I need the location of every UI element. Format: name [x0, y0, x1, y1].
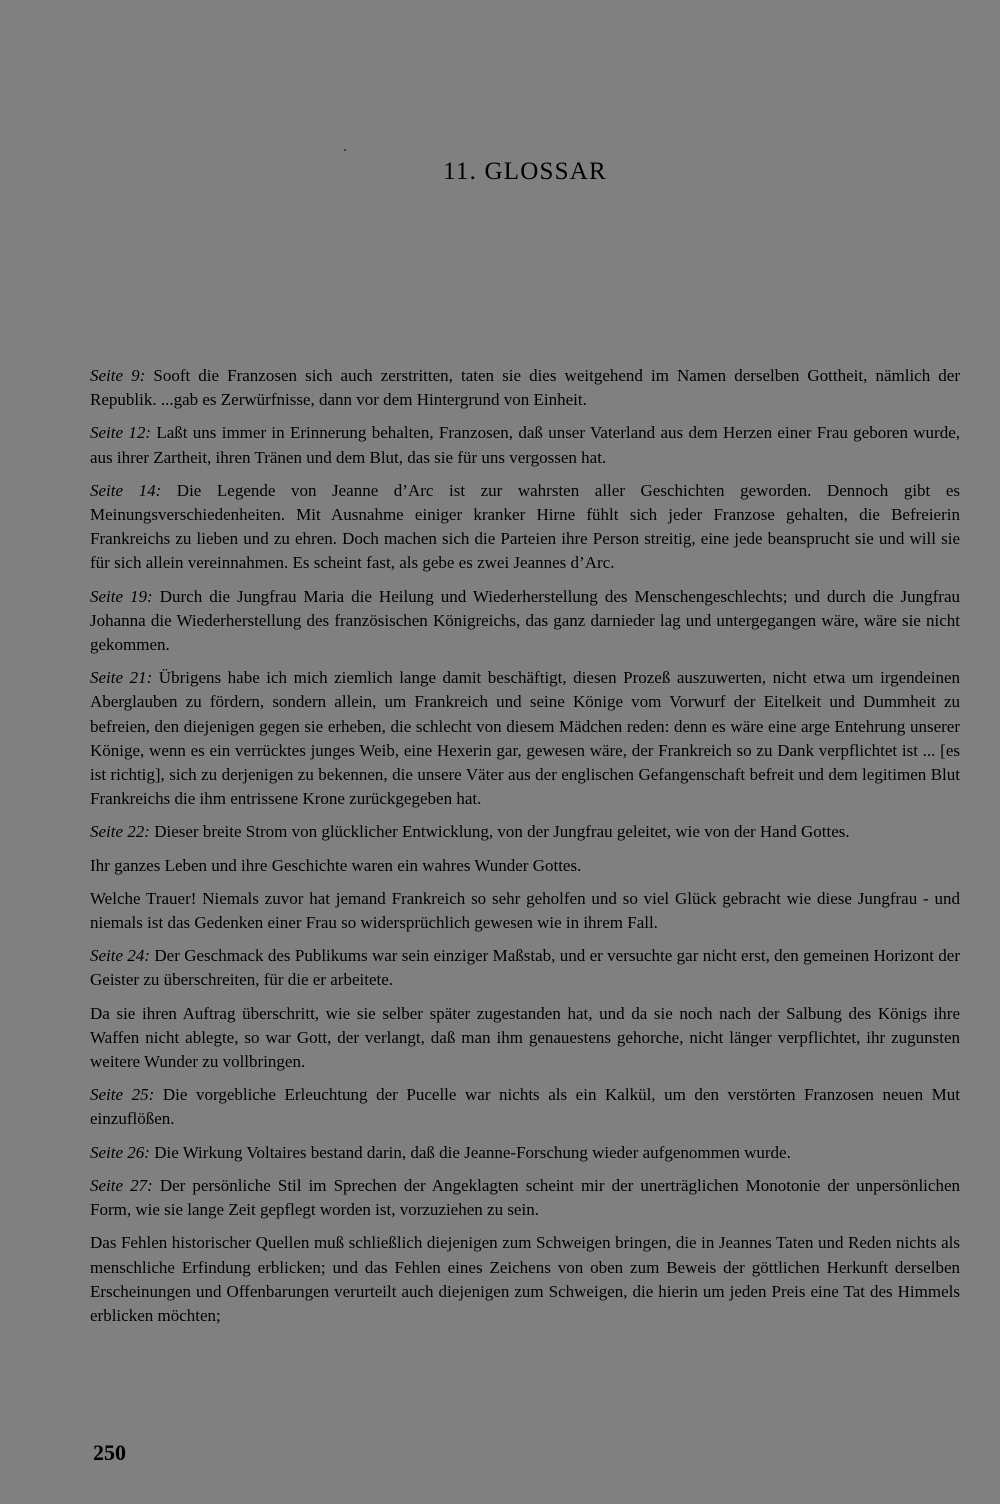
page-title: 11. GLOSSAR: [443, 158, 607, 185]
glossary-entry: [90, 666, 960, 811]
page-reference: Seite 27:: [90, 1175, 153, 1195]
glossary-entry: [90, 1002, 960, 1075]
glossary-entry: [90, 421, 960, 469]
page-reference: Seite 19:: [90, 586, 153, 606]
entry-text: Der persönliche Stil im Sprechen der Angeklagten scheint mir der unerträglichen Monotonie der unpersönlichen Form, wie sie lange Zeit gepflegt worden ist, vorzuziehen zu sein.: [90, 1175, 960, 1220]
entry-text: Sooft die Franzosen sich auch zerstritten, taten sie dies weitgehend im Namen derselben Gottheit, nämlich der Republik. ...gab es Zerwürfnisse, dann vor dem Hintergrund von Einheit.: [90, 366, 960, 410]
entry-text: Dieser breite Strom von glücklicher Entwicklung, von der Jungfrau geleitet, wie von der Hand Gottes.: [149, 822, 850, 842]
entry-text: Die vorgebliche Erleuchtung der Pucelle war nichts als ein Kalkül, um den verstörten Franzosen neuen Mut einzuflößen.: [90, 1085, 960, 1129]
glossary-entry: [90, 854, 960, 878]
glossary-entry: [90, 944, 960, 992]
glossary-body: [90, 364, 960, 1337]
scan-speck: [344, 149, 346, 151]
glossary-entry: [90, 1083, 960, 1131]
page-reference: Seite 24:: [90, 946, 151, 966]
page-reference: Seite 14:: [90, 480, 162, 500]
entry-text: Die Wirkung Voltaires bestand darin, daß die Jeanne-Forschung wieder aufgenommen wurde.: [149, 1142, 791, 1162]
entry-text: Ihr ganzes Leben und ihre Geschichte waren ein wahres Wunder Gottes.: [90, 855, 582, 875]
glossary-entry: [90, 887, 960, 935]
entry-text: Laßt uns immer in Erinnerung behalten, Franzosen, daß unser Vaterland aus dem Herzen einer Frau geboren wurde, aus ihrer Zartheit, ihren Tränen und dem Blut, das sie für uns vergossen hat.: [90, 423, 960, 467]
entry-text: Der Geschmack des Publikums war sein einziger Maßstab, und er versuchte gar nicht erst, den gemeinen Horizont der Geister zu überschreiten, für die er arbeitete.: [90, 946, 960, 990]
page-reference: Seite 9:: [90, 366, 146, 385]
glossary-entry: [90, 1231, 960, 1328]
entry-text: Welche Trauer! Niemals zuvor hat jemand Frankreich so sehr geholfen und so viel Glück gebracht wie diese Jungfrau - und niemals ist das Gedenken einer Frau so widersprüchlich gewesen wie in ihrem Fall.: [90, 888, 960, 933]
glossary-entry: [90, 1141, 960, 1165]
page-reference: Seite 21:: [90, 668, 153, 688]
page-number: 250: [93, 1440, 126, 1465]
entry-text: Übrigens habe ich mich ziemlich lange damit beschäftigt, diesen Prozeß auszuwerten, nicht etwa um irgendeinen Aberglauben zu fördern, sondern allein, um Frankreich und seine Könige vom Vorwurf der Eitelkeit und Dummheit zu befreien, den diejenigen gegen sie erheben, die schlecht von diesem Mädchen reden: denn es wäre eine arge Entehrung unserer Könige, wenn es ein verrücktes junges Weib, eine Hexerin gar, gewesen wäre, der Frankreich so zu Dank verpflichtet ist ... [es ist richtig], sich zu derjenigen zu bekennen, die unsere Väter aus der englischen Gefangenschaft befreit und dem legitimen Blut Frankreichs die ihm entrissene Krone zurückgegeben hat.: [90, 668, 961, 809]
entry-text: Da sie ihren Auftrag überschritt, wie sie selber später zugestanden hat, und da sie noch nach der Salbung des Königs ihre Waffen nicht ablegte, so war Gott, der verlangt, daß man ihm genauestens gehorche, nicht länger verpflichtet, ihr zugunsten weitere Wunder zu vollbringen.: [90, 1003, 960, 1072]
entry-text: Das Fehlen historischer Quellen muß schließlich diejenigen zum Schweigen bringen, die in Jeannes Taten und Reden nichts als menschliche Erfindung erblicken; und das Fehlen eines Zeichens von oben zum Beweis der göttlichen Herkunft derselben Erscheinungen und Offenbarungen verurteilt auch diejenigen zum Schweigen, die hierin um jeden Preis eine Tat des Himmels erblicken möchten;: [90, 1233, 960, 1325]
glossary-entry: [90, 364, 960, 412]
entry-text: Die Legende von Jeanne d’Arc ist zur wahrsten aller Geschichten geworden. Dennoch gibt es Meinungsverschiedenheiten. Mit Ausnahme einiger kranker Hirne fühlt sich jeder Franzose gehalten, die Befreierin Frankreichs zu lieben und zu ehren. Doch machen sich die Parteien ihre Person streitig, eine jede beansprucht sie und will sie für sich allein vereinnahmen. Es scheint fast, als gebe es zwei Jeannes d’Arc.: [90, 480, 960, 573]
glossary-entry: [90, 585, 960, 658]
page-reference: Seite 26:: [90, 1142, 150, 1162]
glossary-entry: [90, 479, 960, 576]
page-reference: Seite 12:: [90, 423, 152, 443]
page-reference: Seite 22:: [90, 822, 150, 842]
entry-text: Durch die Jungfrau Maria die Heilung und Wiederherstellung des Menschengeschlechts; und durch die Jungfrau Johanna die Wiederherstellung des französischen Königreichs, das ganz darnieder lag und untergegangen wäre, wäre sie nicht gekommen.: [90, 586, 960, 655]
glossary-entry: [90, 820, 960, 844]
glossary-entry: [90, 1174, 960, 1222]
page-reference: Seite 25:: [90, 1085, 155, 1105]
